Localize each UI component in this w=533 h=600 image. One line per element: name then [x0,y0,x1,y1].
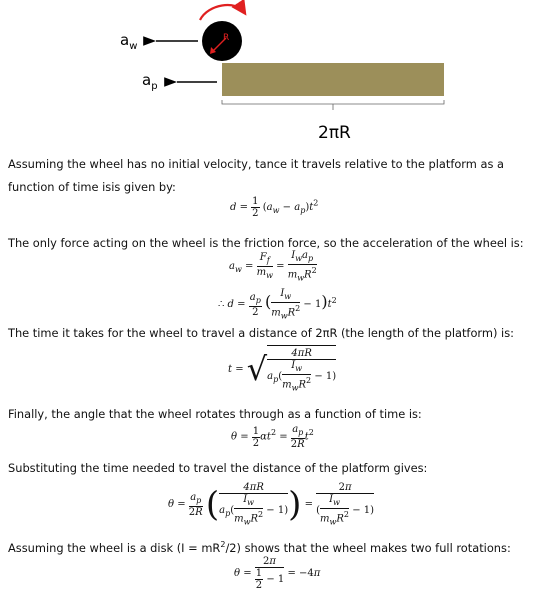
equation-angle-sub: θ = $\frac{a_p}{2R}$ ( 4πR $a_p$( $\frac{I_w}{m_wR^2}$ − 1) ) = 2π ( $\frac{I_w}{m_wR^2}$ − 1) [168,482,375,527]
equation-acceleration: $a_w$ = $\frac{F_f}{m_w}$ = $\frac{I_wa_p}{m_wR^2}$ [229,250,317,283]
paragraph-6: Assuming the wheel is a disk $(I = mR^2/2)$ shows that the wheel makes two full rotations: [8,540,511,555]
paragraph-4: Finally, the angle that the wheel rotates through as a function of time is: [8,407,422,421]
paragraph-3: The time it takes for the wheel to travel a distance of 2πR (the length of the platform) is: [8,326,514,340]
aw-label: $a_w$ [120,31,138,52]
radius-label: R [223,33,230,43]
platform [222,63,444,96]
paragraph-2: The only force acting on the wheel is the friction force, so the acceleration of the wheel is: [8,236,524,250]
paragraph-1a: Assuming the wheel has no initial velocity, tance it travels relative to the platform as a [8,157,505,171]
paragraph-5: Substituting the time needed to travel the distance of the platform gives: [8,461,428,475]
equation-final: θ = 2π $\frac{1}{2}$ − 1 = −4π [234,556,321,591]
equation-time: t = √ 4πR $a_p$( $\frac{I_w}{m_wR^2}$ − 1) [228,345,336,393]
wheel [202,21,242,61]
equation-distance-sub: ∴ d = $\frac{a_p}{2}$ ( $\frac{I_w}{m_wR^2}$ − $1)t^2$ [218,288,337,321]
wheel-platform-figure [0,0,533,150]
length-bracket [222,100,444,110]
equation-angle: θ = $\frac{1}{2}$ $\alpha t^2$ = $\frac{a_p}{2R}$ $t^2$ [231,424,314,450]
length-label: 2πR [318,123,351,143]
equation-distance: d = $\frac{1}{2}$ $(a_w - a_p)t^2$ [230,196,319,219]
paragraph-1b: function of time isis given by: [8,180,176,194]
rotation-arrow [200,5,244,20]
ap-label: $a_p$ [142,71,158,92]
